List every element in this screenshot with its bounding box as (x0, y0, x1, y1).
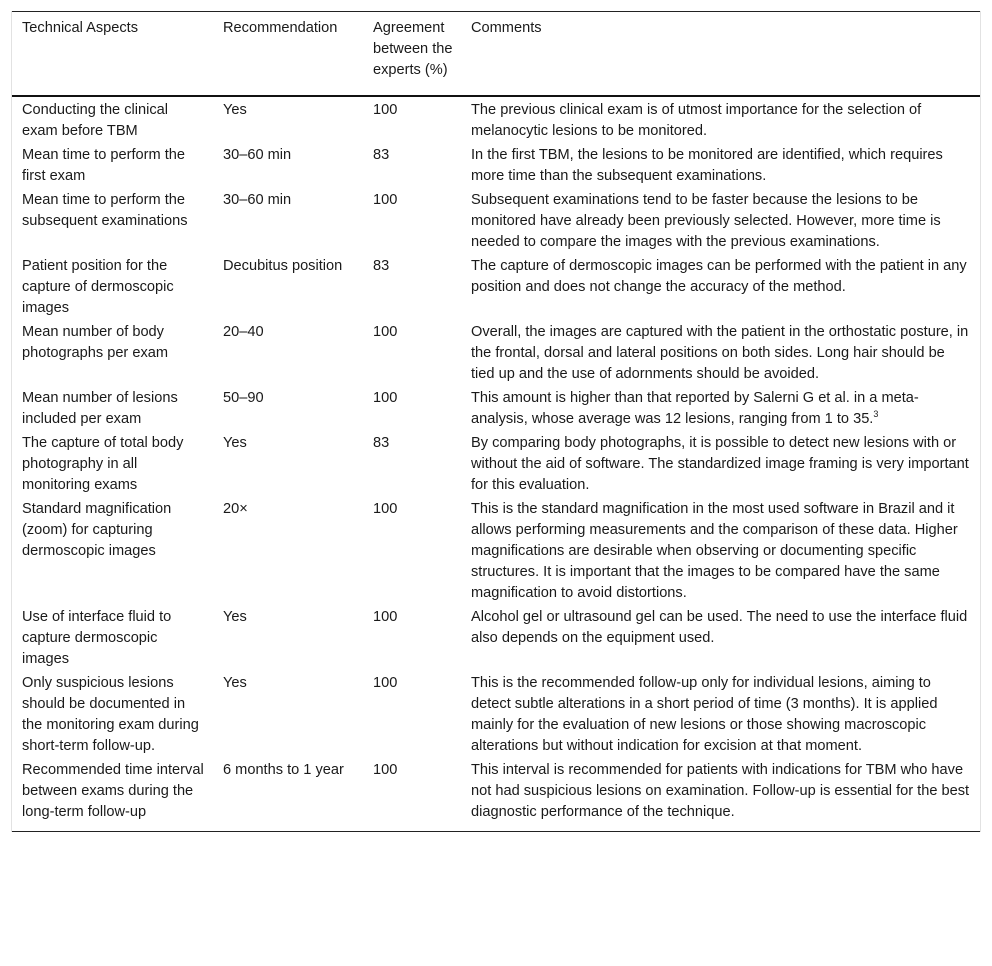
reference-superscript: 3 (873, 408, 879, 419)
cell-comments (461, 385, 980, 430)
cell-recommendation: Yes (223, 674, 247, 691)
cell-recommendation: 50–90 (223, 389, 264, 406)
comment-text: This is the recommended follow-up only for individual lesions, aiming to detect subtle alterations in a short period of time (3 months). It is applied mainly for the evaluation of new lesions or those showing macroscopic alterations but without indication for excision at that moment. (471, 674, 938, 754)
cell-aspect: Use of interface fluid to capture dermoscopic images (22, 608, 172, 667)
comment-text: This amount is higher than that reported by Salerni G et al. in a meta-analysis, whose average was 12 lesions, ranging from 1 to 35. (471, 389, 919, 427)
header-technical-aspects: Technical Aspects (12, 12, 213, 96)
table-row (12, 187, 980, 253)
cell-aspect: Mean number of lesions included per exam (22, 389, 178, 427)
header-row (12, 12, 980, 96)
recommendations-table (12, 11, 980, 832)
cell-agreement: 83 (373, 434, 390, 451)
cell-agreement: 100 (373, 500, 398, 517)
cell-agreement: 100 (373, 608, 398, 625)
cell-aspect: Conducting the clinical exam before TBM (22, 101, 169, 139)
cell-comments (461, 96, 980, 142)
comment-text: The capture of dermoscopic images can be performed with the patient in any position and does not change the accuracy of the method. (471, 257, 967, 295)
table-row (12, 604, 980, 670)
comment-text: The previous clinical exam is of utmost importance for the selection of melanocytic lesions to be monitored. (471, 101, 922, 139)
cell-aspect: Only suspicious lesions should be documented in the monitoring exam during short-term follow-up. (22, 674, 199, 754)
cell-recommendation: 20× (223, 500, 248, 517)
cell-agreement: 100 (373, 674, 398, 691)
cell-recommendation: Yes (223, 608, 247, 625)
cell-aspect: Mean time to perform the first exam (22, 146, 186, 184)
cell-agreement: 100 (373, 191, 398, 208)
header-comments: Comments (461, 12, 980, 96)
table-row (12, 253, 980, 319)
cell-aspect: Standard magnification (zoom) for capturing dermoscopic images (22, 500, 172, 559)
cell-aspect: Mean number of body photographs per exam (22, 323, 169, 361)
cell-recommendation: 6 months to 1 year (213, 757, 363, 832)
table-row (12, 757, 980, 832)
header-recommendation: Recommendation (213, 12, 363, 96)
comment-text: This interval is recommended for patients with indications for TBM who have not had suspicious lesions on examination. Follow-up is essential for the best diagnostic performance of the technique. (471, 761, 970, 820)
table-row (12, 430, 980, 496)
cell-comments (461, 757, 980, 832)
comment-text: Overall, the images are captured with the patient in the orthostatic posture, in the frontal, dorsal and lateral positions on both sides. Long hair should be tied up and the use of adornments should be avoided. (471, 323, 969, 382)
cell-recommendation: 30–60 min (223, 191, 292, 208)
table-row (12, 96, 980, 142)
cell-aspect: Recommended time interval between exams during the long-term follow-up (12, 757, 213, 832)
header-agreement: Agreement between the experts (%) (363, 12, 461, 96)
cell-comments (461, 319, 980, 385)
table-row (12, 319, 980, 385)
cell-agreement: 83 (373, 257, 390, 274)
cell-aspect: Mean time to perform the subsequent examinations (22, 191, 188, 229)
cell-agreement: 100 (373, 389, 398, 406)
table-row (12, 385, 980, 430)
cell-agreement: 100 (373, 101, 398, 118)
cell-recommendation: Decubitus position (223, 257, 343, 274)
cell-recommendation: Yes (223, 101, 247, 118)
recommendations-table-container (11, 11, 981, 832)
cell-comments (461, 253, 980, 319)
cell-comments (461, 430, 980, 496)
cell-recommendation: 30–60 min (223, 146, 292, 163)
cell-agreement: 83 (373, 146, 390, 163)
comment-text: By comparing body photographs, it is possible to detect new lesions with or without the aid of software. The standardized image framing is very important for this evaluation. (471, 434, 969, 493)
cell-aspect: Patient position for the capture of dermoscopic images (22, 257, 174, 316)
cell-recommendation: Yes (223, 434, 247, 451)
cell-comments (461, 670, 980, 757)
cell-comments (461, 187, 980, 253)
cell-agreement: 100 (373, 323, 398, 340)
comment-text: Subsequent examinations tend to be faster because the lesions to be monitored have already been previously selected. However, more time is needed to compare the images with the previous examinations. (471, 191, 941, 250)
cell-comments (461, 496, 980, 604)
cell-agreement: 100 (363, 757, 461, 832)
table-body (12, 96, 980, 832)
comment-text: Alcohol gel or ultrasound gel can be used. The need to use the interface fluid also depends on the equipment used. (471, 608, 968, 646)
table-row (12, 670, 980, 757)
cell-comments (461, 604, 980, 670)
cell-aspect: The capture of total body photography in all monitoring exams (22, 434, 184, 493)
table-row (12, 142, 980, 187)
comment-text: This is the standard magnification in the most used software in Brazil and it allows performing measurements and the comparison of these data. Higher magnifications are desirable when observing or documenting specific structures. It is important that the images to be compared have the same magnification to avoid distortions. (471, 500, 958, 601)
cell-comments (461, 142, 980, 187)
table-header (12, 12, 980, 96)
table-row (12, 496, 980, 604)
comment-text: In the first TBM, the lesions to be monitored are identified, which requires more time than the subsequent examinations. (471, 146, 943, 184)
cell-recommendation: 20–40 (223, 323, 264, 340)
